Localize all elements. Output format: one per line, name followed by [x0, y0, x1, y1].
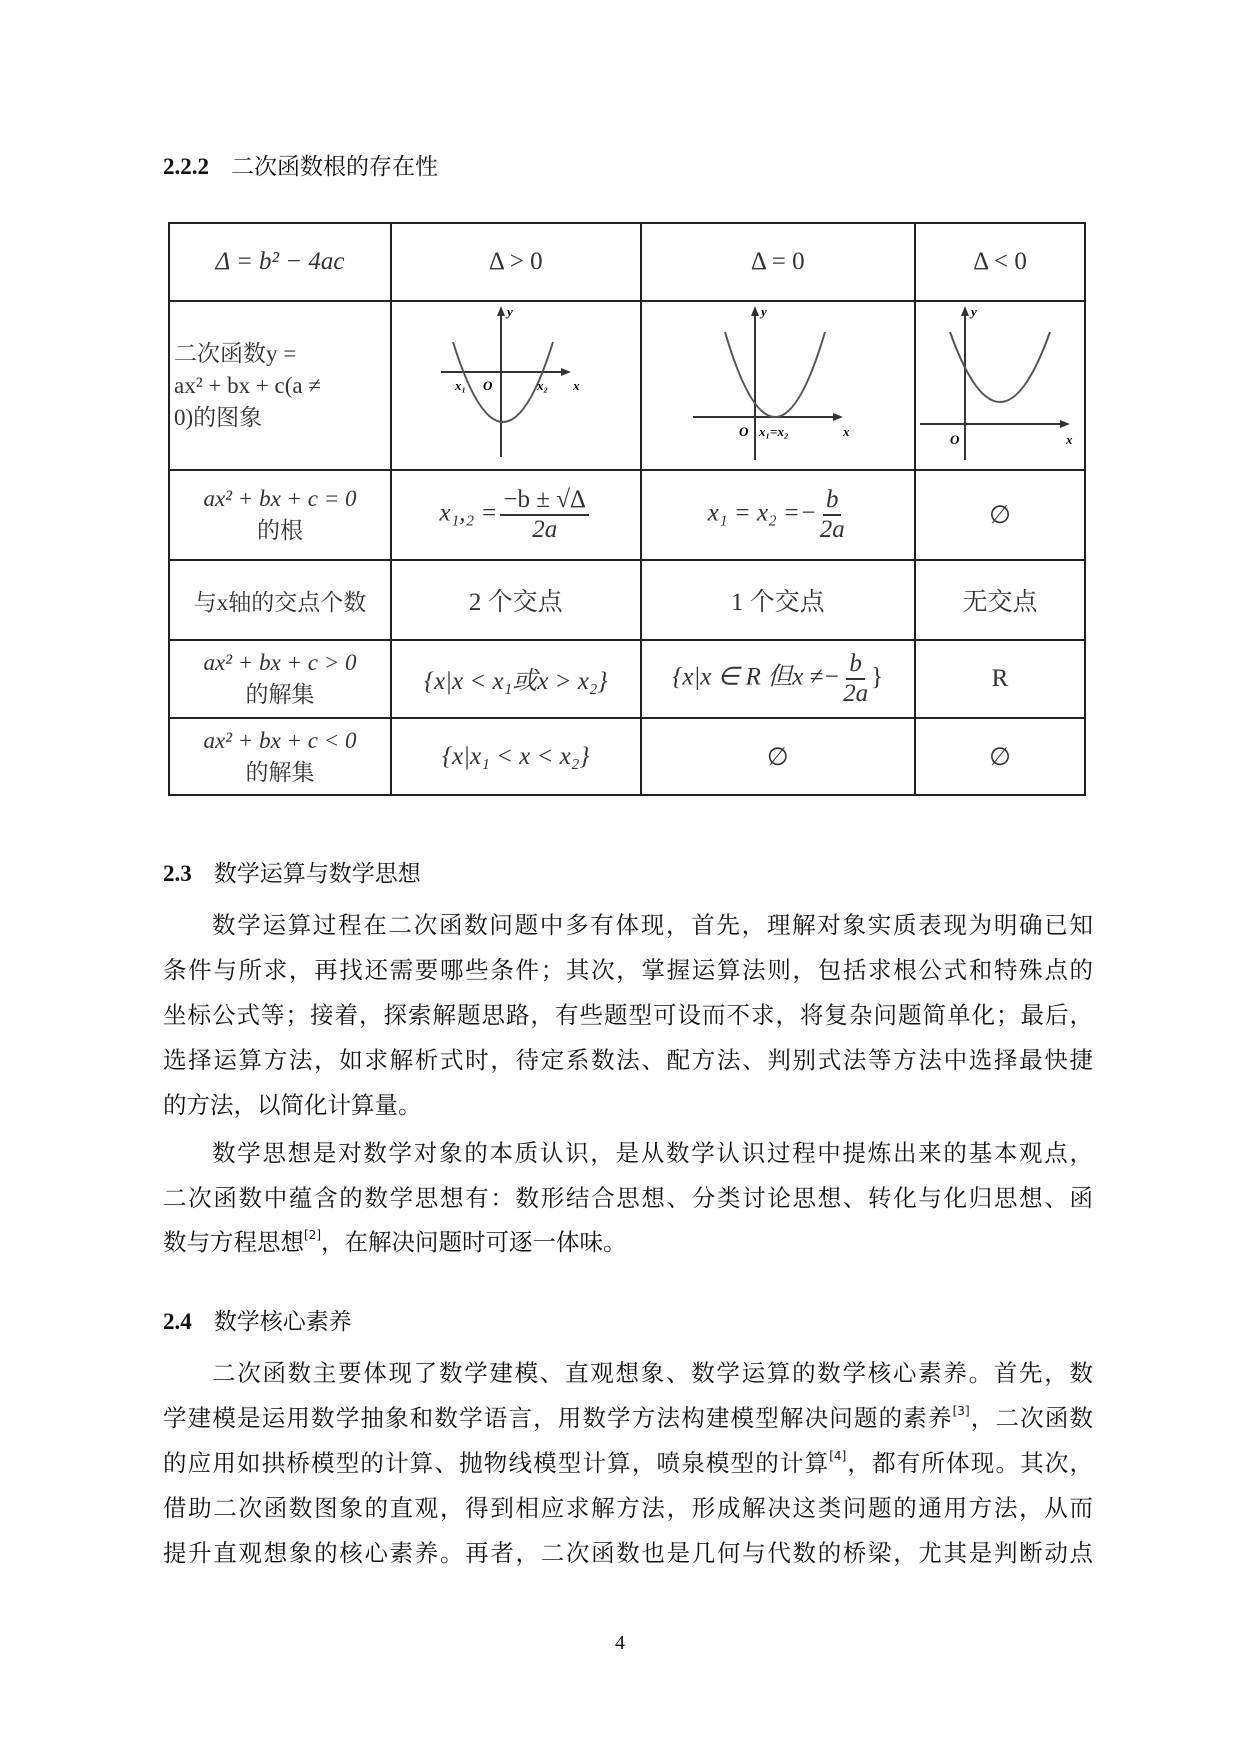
paragraph-line: 二次函数主要体现了数学建模、直观想象、数学运算的数学核心素养。首先，数 [212, 1359, 1093, 1387]
header-cell: Δ > 0 [391, 223, 641, 301]
svg-text:x: x [842, 424, 850, 439]
svg-text:y: y [760, 304, 767, 319]
cell: {x|x ∈ R 但x ≠− $\frac{b}{2a}$ } [641, 640, 915, 718]
root-formula-cell: x₁,₂ = $\frac{-b \pm √\Delta}{2a}$ [391, 470, 641, 560]
table-row-graph [169, 301, 1085, 470]
root-empty-cell: ∅ [915, 470, 1085, 560]
citation[interactable]: [4] [829, 1449, 847, 1463]
paragraph-line: 数与方程思想[2]，在解决问题时可逐一体味。 [163, 1228, 627, 1256]
svg-text:x₁=x₂: x₁=x₂ [758, 424, 789, 439]
paragraph-line: 数学思想是对数学对象的本质认识，是从数学认识过程中提炼出来的基本观点， [212, 1139, 1093, 1167]
row-label: ax² + bx + c < 0 的解集 [169, 718, 391, 795]
table-row-header [169, 223, 1085, 301]
svg-text:x: x [572, 378, 580, 393]
page-number: 4 [615, 1632, 625, 1654]
parabola-two-roots-graph [441, 302, 591, 462]
paragraph-line: 选择运算方法，如求解析式时，待定系数法、配方法、判别式法等方法中选择最快捷 [163, 1046, 1093, 1074]
citation[interactable]: [2] [304, 1228, 321, 1242]
svg-text:O: O [738, 424, 749, 439]
svg-text:x₁: x₁ [454, 378, 466, 393]
cell: {x|x < x₁或x > x₂} [391, 640, 641, 718]
row-label: 与x轴的交点个数 [169, 560, 391, 640]
paragraph-line: 的应用如拱桥模型的计算、抛物线模型计算，喷泉模型的计算[4]，都有所体现。其次， [163, 1449, 1094, 1477]
header-cell: Δ = 0 [641, 223, 915, 301]
root-double-cell: x₁ = x₂ =− $\frac{b}{2a}$ [641, 470, 915, 560]
paragraph-line: 的方法，以简化计算量。 [163, 1091, 422, 1119]
table-row-intersections [169, 560, 1085, 640]
graph-no-root [915, 301, 1085, 470]
table-row-lt-solution [169, 718, 1085, 795]
row-label: ax² + bx + c > 0 的解集 [169, 640, 391, 718]
paragraph-line: 条件与所求，再找还需要哪些条件；其次，掌握运算法则，包括求根公式和特殊点的 [163, 956, 1093, 984]
section-title: 二次函数根的存在性 [231, 154, 438, 180]
section-heading-2-3: 2.3 数学运算与数学思想 [163, 861, 421, 887]
row-label: 二次函数y = ax² + bx + c(a ≠ 0)的图象 [169, 301, 391, 470]
paragraph-line: 二次函数中蕴含的数学思想有：数形结合思想、分类讨论思想、转化与化归思想、函 [163, 1184, 1093, 1212]
svg-text:x₂: x₂ [536, 378, 548, 393]
section-heading-2-2-2 [163, 148, 438, 181]
paragraph-line: 借助二次函数图象的直观，得到相应求解方法，形成解决这类问题的通用方法，从而 [163, 1494, 1093, 1522]
paragraph-line: 数学运算过程在二次函数问题中多有体现，首先，理解对象实质表现为明确已知 [212, 911, 1093, 939]
graph-two-roots [391, 301, 641, 470]
table-row-gt-solution [169, 640, 1085, 718]
paragraph-line: 学建模是运用数学抽象和数学语言，用数学方法构建模型解决问题的素养[3]，二次函数 [163, 1404, 1094, 1432]
svg-text:O: O [949, 432, 960, 447]
table-row-roots [169, 470, 1085, 560]
parabola-no-root-graph [920, 302, 1080, 462]
svg-text:y: y [970, 304, 977, 319]
cell: 1 个交点 [641, 560, 915, 640]
svg-text:y: y [506, 304, 513, 319]
header-cell: Δ = b² − 4ac [169, 223, 391, 301]
header-cell: Δ < 0 [915, 223, 1085, 301]
cell: 无交点 [915, 560, 1085, 640]
cell: R [915, 640, 1085, 718]
svg-text:x: x [1065, 432, 1073, 447]
paragraph-line: 提升直观想象的核心素养。再者，二次函数也是几何与代数的桥梁，尤其是判断动点 [163, 1539, 1093, 1567]
row-label: ax² + bx + c = 0 的根 [169, 470, 391, 560]
citation[interactable]: [3] [952, 1404, 970, 1418]
graph-one-root [641, 301, 915, 470]
svg-text:O: O [482, 378, 493, 393]
section-number: 2.2.2 [163, 154, 209, 179]
cell: ∅ [641, 718, 915, 795]
cell: {x|x₁ < x < x₂} [391, 718, 641, 795]
cell: 2 个交点 [391, 560, 641, 640]
parabola-one-root-graph [693, 302, 863, 462]
discriminant-table [168, 222, 1086, 796]
cell: ∅ [915, 718, 1085, 795]
section-heading-2-4: 2.4 数学核心素养 [163, 1309, 352, 1335]
paragraph-line: 坐标公式等；接着，探索解题思路，有些题型可设而不求，将复杂问题简单化；最后， [163, 1001, 1093, 1029]
